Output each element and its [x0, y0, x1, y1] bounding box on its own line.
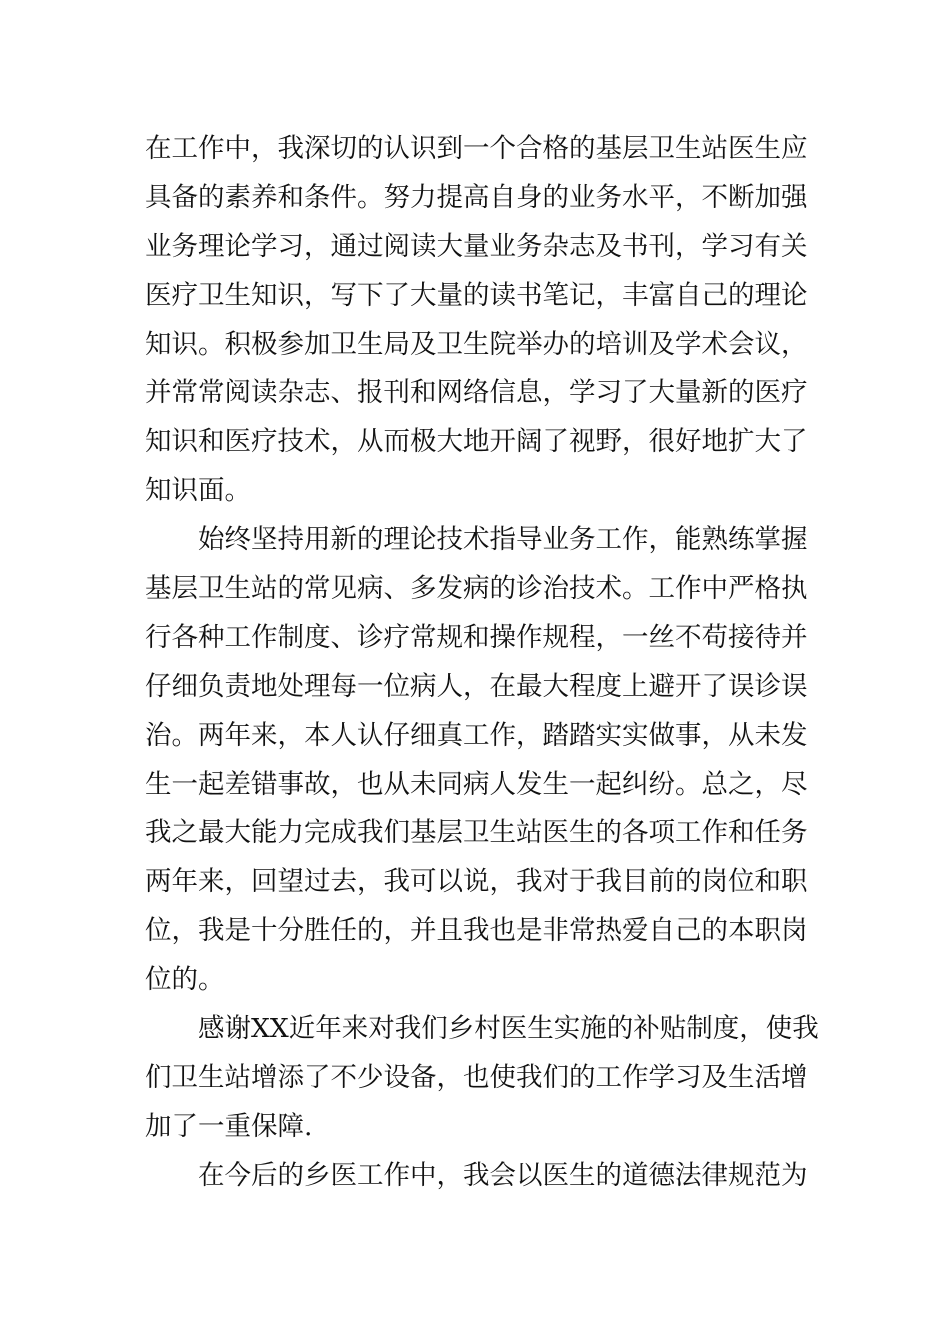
- paragraph-3: [145, 1005, 819, 1152]
- text-line: 知识和医疗技术，从而极大地开阔了视野，很好地扩大了: [145, 426, 808, 458]
- text-line: 并常常阅读杂志、报刊和网络信息，学习了大量新的医疗: [145, 377, 808, 409]
- text-line: 生一起差错事故，也从未同病人发生一起纠纷。总之，尽: [145, 768, 808, 800]
- text-line: 医疗卫生知识，写下了大量的读书笔记，丰富自己的理论: [145, 279, 808, 311]
- text-line: 们卫生站增添了不少设备，也使我们的工作学习及生活增: [145, 1061, 808, 1093]
- text-line: 知识。积极参加卫生局及卫生院举办的培训及学术会议，: [145, 328, 808, 360]
- text-line: 具备的素养和条件。努力提高自身的业务水平，不断加强: [145, 181, 808, 213]
- text-line: 在工作中，我深切的认识到一个合格的基层卫生站医生应: [145, 133, 808, 164]
- document-body: [145, 125, 819, 1201]
- text-line: 两年来，回望过去，我可以说，我对于我目前的岗位和职: [145, 866, 808, 898]
- paragraph-2: [145, 516, 815, 1005]
- text-line: 感谢XX近年来对我们乡村医生实施的补贴制度，使我: [198, 1013, 819, 1045]
- text-line: 在今后的乡医工作中，我会以医生的道德法律规范为: [198, 1159, 808, 1191]
- text-line: 行各种工作制度、诊疗常规和操作规程，一丝不苟接待并: [145, 621, 808, 653]
- paragraph-1: [145, 125, 815, 516]
- text-line: 始终坚持用新的理论技术指导业务工作，能熟练掌握: [198, 524, 808, 556]
- text-line: 我之最大能力完成我们基层卫生站医生的各项工作和任务: [145, 817, 808, 849]
- text-line: 加了一重保障.: [145, 1110, 313, 1142]
- text-line: 仔细负责地处理每一位病人，在最大程度上避开了误诊误: [145, 670, 808, 702]
- paragraph-4: [145, 1152, 815, 1201]
- text-line: 治。两年来，本人认仔细真工作，踏踏实实做事，从未发: [145, 719, 808, 751]
- text-line: 位，我是十分胜任的，并且我也是非常热爱自己的本职岗: [145, 915, 808, 947]
- text-line: 位的。: [145, 964, 225, 996]
- text-line: 基层卫生站的常见病、多发病的诊治技术。工作中严格执: [145, 573, 808, 605]
- text-line: 知识面。: [145, 475, 251, 507]
- text-line: 业务理论学习，通过阅读大量业务杂志及书刊，学习有关: [145, 230, 808, 262]
